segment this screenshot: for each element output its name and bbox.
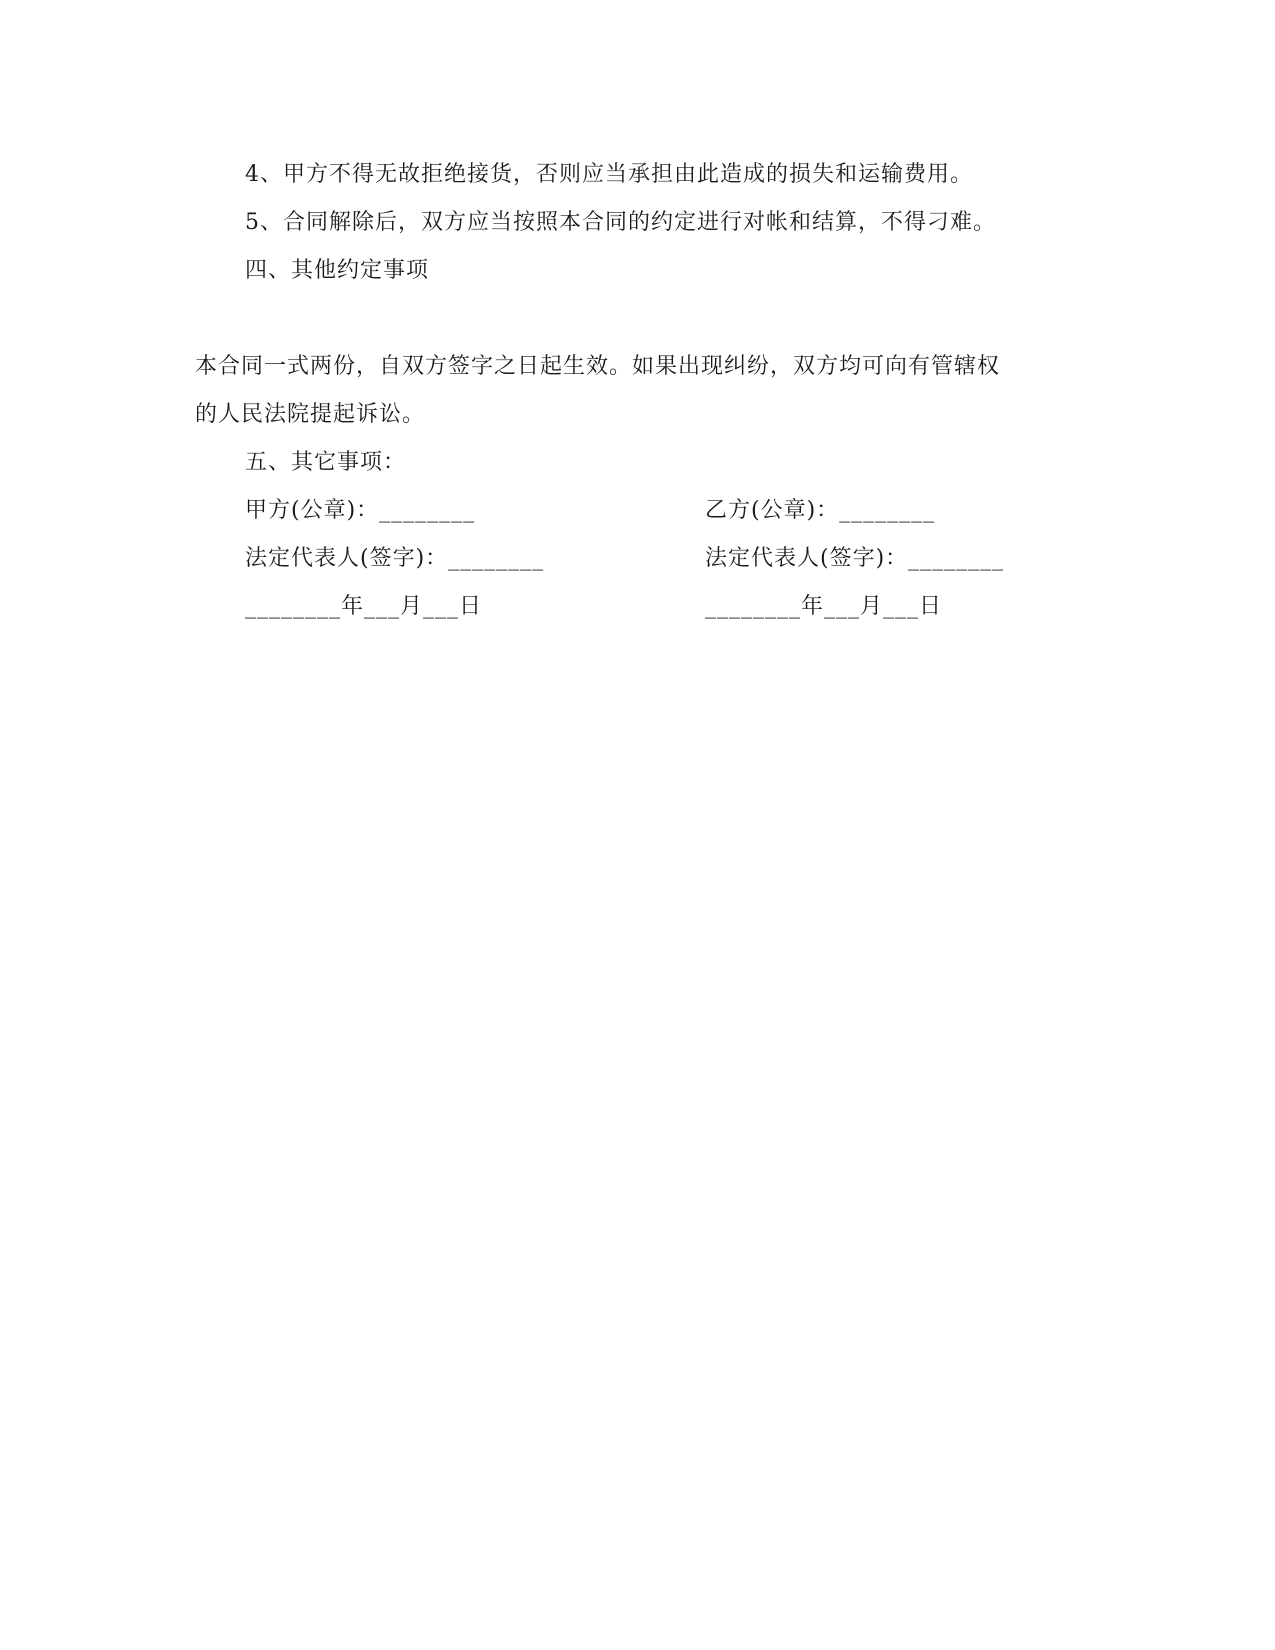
party-b-seal-field: 乙方(公章)：________ [705,498,936,523]
effect-paragraph-line-2: 的人民法院提起诉讼。 [195,402,426,427]
section-four-heading: 四、其他约定事项 [245,258,430,283]
clause-4: 4、甲方不得无故拒绝接货，否则应当承担由此造成的损失和运输费用。 [245,162,973,187]
party-a-representative-field: 法定代表人(签字)：________ [245,546,545,571]
effect-paragraph-line-1: 本合同一式两份，自双方签字之日起生效。如果出现纠纷，双方均可向有管辖权 [195,354,1001,379]
section-five-heading: 五、其它事项： [245,450,407,475]
party-b-representative-field: 法定代表人(签字)：________ [705,546,1005,571]
party-a-date-field: ________年___月___日 [245,594,483,619]
party-b-date-field: ________年___月___日 [705,594,943,619]
clause-5: 5、合同解除后，双方应当按照本合同的约定进行对帐和结算，不得刁难。 [245,210,996,235]
party-a-seal-field: 甲方(公章)：________ [245,498,476,523]
